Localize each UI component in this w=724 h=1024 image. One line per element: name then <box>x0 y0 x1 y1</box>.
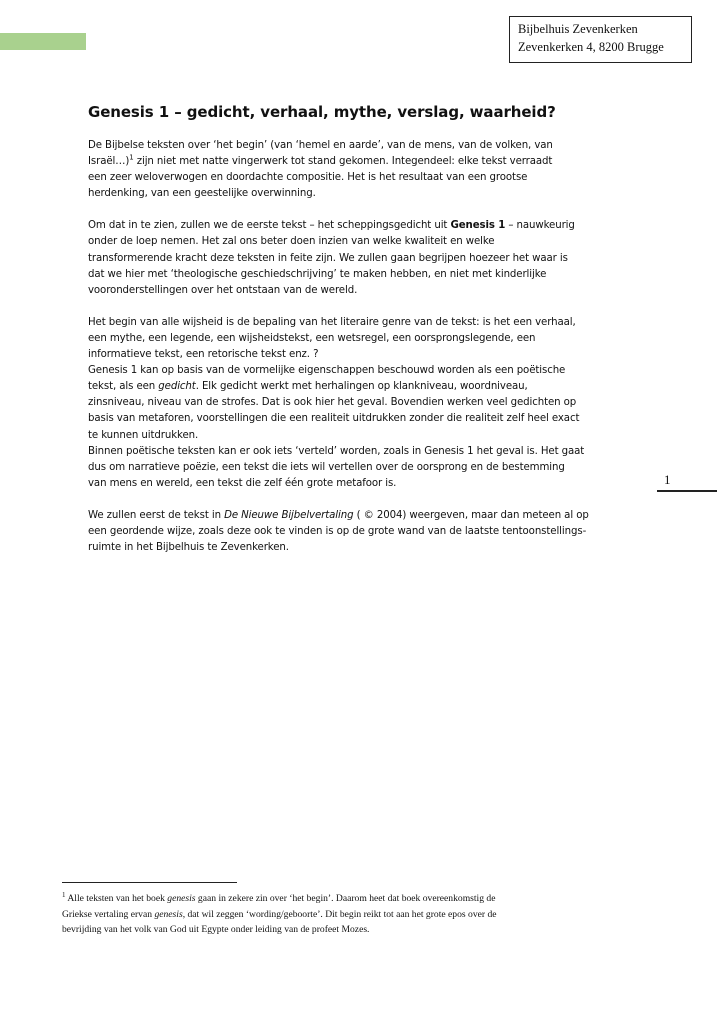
p3-line-5 <box>88 379 633 395</box>
footnote-line-1 <box>62 891 642 907</box>
address-box <box>509 16 692 63</box>
paragraph-3 <box>88 315 633 492</box>
footnote-marker: 1 <box>62 890 66 899</box>
page-title: Genesis 1 – gedicht, verhaal, mythe, verslag, waarheid? <box>88 103 556 121</box>
paragraph-1 <box>88 138 633 202</box>
p3-line-7: basis van metaforen, voorstellingen die een realiteit uitdrukken zonder die realiteit zelf heel exact <box>88 413 580 425</box>
green-accent-bar <box>0 33 86 50</box>
footnote-reference: 1 <box>129 153 134 162</box>
p1-line-3: een zeer weloverwogen en doordachte compositie. Het is het resultaat van een grootse <box>88 172 528 184</box>
p3-line-10: dus om narratieve poëzie, een tekst die iets wil vertellen over de oorsprong en de bestemming <box>88 461 565 473</box>
main-content <box>88 102 633 572</box>
page-number: 1 <box>664 472 671 487</box>
p1-line-1: De Bijbelse teksten over ‘het begin’ (van ‘hemel en aarde’, van de mens, van de volken, van <box>88 140 553 151</box>
p2-line-1 <box>88 218 633 234</box>
p1-line-4: herdenking, van een geestelijke overwinning. <box>88 188 316 200</box>
footnote-line-3: bevrijding van het volk van God uit Egypte onder leiding van de profeet Mozes. <box>62 924 370 935</box>
p2-line-3: transformerende kracht deze teksten in feite zijn. We zullen gaan begrijpen hoezeer het waar is <box>88 252 568 264</box>
p3-line-2: een mythe, een legende, een wijsheidstekst, een wetsregel, een oorsprongslegende, een <box>88 332 536 344</box>
p4-line-3: ruimte in het Bijbelhuis te Zevenkerken. <box>88 542 289 554</box>
p3-line-11: van mens en wereld, een tekst die zelf één grote metafoor is. <box>88 477 397 489</box>
p4-line-2: een geordende wijze, zoals deze ook te vinden is op de grote wand van de laatste tentoonstellings- <box>88 525 587 537</box>
fn-l1-end: gaan in zekere zin over ‘het begin’. Daarom heet dat boek overeenkomstig de <box>195 893 496 904</box>
p3-line-9: Binnen poëtische teksten kan er ook iets ‘verteld’ worden, zoals in Genesis 1 het geval is. Het gaat <box>88 445 585 457</box>
fn-genesis-italic-1: genesis <box>167 893 196 904</box>
fn-l2-end: , dat wil zeggen ‘wording/geboorte’. Dit begin reikt tot aan het grote epos over de <box>182 908 497 920</box>
p4-line-1 <box>88 508 633 524</box>
p3-line-6: zinsniveau, niveau van de strofes. Dat is ook hier het geval. Bovendien werken veel gedichten op <box>88 397 577 409</box>
page-number-rule <box>657 490 717 492</box>
p3-line-8: te kunnen uitdrukken. <box>88 429 199 441</box>
p1-line-2-end: zijn niet met natte vingerwerk tot stand gekomen. Integendeel: elke tekst verraadt <box>133 156 553 168</box>
paragraph-2 <box>88 218 633 298</box>
p2-line-1-start: Om dat in te zien, zullen we de eerste tekst – het scheppingsgedicht uit <box>88 220 451 232</box>
p1-line-2-start: Israël…) <box>88 156 130 168</box>
p3-line-5-start: tekst, als een <box>88 381 159 393</box>
p3-line-1: Het begin van alle wijsheid is de bepaling van het literaire genre van de tekst: is het een verhaal, <box>88 316 576 328</box>
genesis-bold-ref: Genesis 1 <box>450 220 506 232</box>
p3-line-4: Genesis 1 kan op basis van de vormelijke eigenschappen beschouwd worden als een poëtische <box>88 365 566 377</box>
gedicht-italic: gedicht <box>158 381 196 393</box>
p2-line-5: vooronderstellingen over het ontstaan van de wereld. <box>88 284 358 296</box>
fn-l1-start: Alle teksten van het boek <box>65 893 168 904</box>
p4-line-1-start: We zullen eerst de tekst in <box>88 509 225 521</box>
p4-line-1-end: ( © 2004) weergeven, maar dan meteen al op <box>353 509 589 521</box>
paragraph-4 <box>88 508 633 556</box>
address-line-1: Bijbelhuis Zevenkerken <box>518 22 638 36</box>
p3-line-5-end: . Elk gedicht werkt met herhalingen op klankniveau, woordniveau, <box>195 381 528 393</box>
fn-genesis-italic-2: genesis <box>154 908 183 920</box>
p2-line-1-end: – nauwkeurig <box>505 220 575 232</box>
footnote-line-2 <box>62 907 642 923</box>
footnote <box>62 891 642 938</box>
footnote-separator <box>62 882 237 883</box>
p1-line-2 <box>88 154 633 170</box>
bible-translation-italic: De Nieuwe Bijbelvertaling <box>224 509 354 521</box>
p3-line-3: informatieve tekst, een retorische tekst enz. ? <box>88 349 319 361</box>
p2-line-4: dat we hier met ‘theologische geschiedschrijving’ te maken hebben, en niet met kinderlijke <box>88 268 547 280</box>
p2-line-2: onder de loep nemen. Het zal ons beter doen inzien van welke kwaliteit en welke <box>88 236 495 248</box>
address-line-2: Zevenkerken 4, 8200 Brugge <box>518 40 664 54</box>
fn-l2-start: Griekse vertaling ervan <box>62 908 155 920</box>
